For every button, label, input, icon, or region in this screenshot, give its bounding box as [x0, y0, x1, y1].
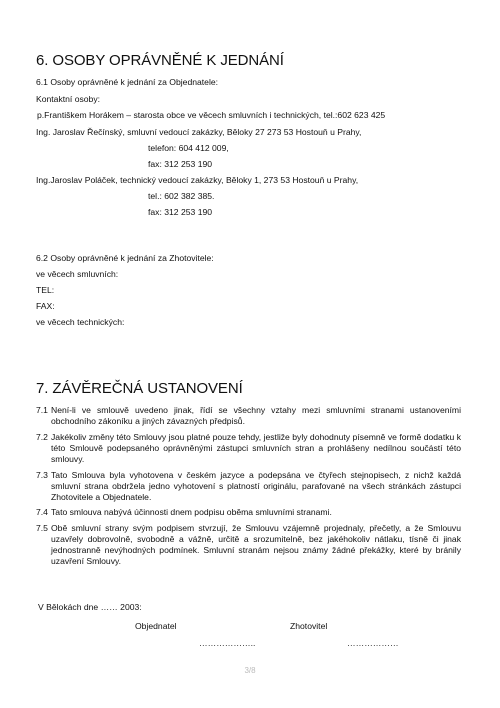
item-text: Jakékoliv změny této Smlouvy jsou platné pouze tehdy, jestliže byly dohodnuty písemně ve formě dodatku k této Smlouvě podepsaného oprávněnými zástupci smluvních stran a prohlášeny nedílnou součástí této smlouvy.: [51, 432, 461, 465]
item-text: Není-li ve smlouvě uvedeno jinak, řídí se všechny vztahy mezi smluvními stranami ustanoveními obchodního zákoníku a jiných závazných předpisů.: [51, 405, 461, 427]
subsection-6-2: 6.2 Osoby oprávněné k jednání za Zhotovitele:: [36, 253, 214, 263]
contact-person-3: Ing.Jaroslav Poláček, technický vedoucí zakázky, Běloky 1, 273 53 Hostouň u Prahy,: [36, 175, 359, 185]
contact-person-3-phone: tel.: 602 382 385.: [148, 191, 215, 201]
place-date: V Bělokách dne …… 2003:: [38, 602, 142, 612]
contact-person-1: p.Františkem Horákem – starosta obce ve věcech smluvních i technických, tel.:602 623 425: [37, 110, 386, 120]
section-6-heading: 6. OSOBY OPRÁVNĚNÉ K JEDNÁNÍ: [36, 52, 284, 69]
item-number: 7.4: [36, 507, 48, 517]
contractor-label: Zhotovitel: [290, 621, 328, 631]
item-number: 7.5: [36, 523, 48, 533]
contact-person-2: Ing. Jaroslav Řečínský, smluvní vedoucí zakázky, Běloky 27 273 53 Hostouň u Prahy,: [36, 127, 362, 137]
contractor-signature-line: ………………: [347, 638, 399, 648]
item-text: Tato Smlouva byla vyhotovena v českém jazyce a podepsána ve čtyřech stejnopisech, z nichž každá smluvní strana obdržela jedno vyhotovení s platností originálu, parafované na všech stránkách zástupci Zhotovitele a Objednatele.: [51, 470, 461, 503]
client-signature-line: ………………..: [199, 638, 256, 648]
contact-person-2-fax: fax: 312 253 190: [148, 159, 213, 169]
page-number: 3/8: [244, 666, 256, 675]
item-number: 7.2: [36, 432, 48, 442]
technical-matters-label: ve věcech technických:: [36, 317, 125, 327]
client-label: Objednatel: [135, 621, 177, 631]
section-7-heading: 7. ZÁVĚREČNÁ USTANOVENÍ: [36, 380, 243, 397]
contact-person-2-phone: telefon: 604 412 009,: [148, 143, 229, 153]
tel-label: TEL:: [36, 285, 55, 295]
item-number: 7.1: [36, 405, 48, 415]
subsection-6-1: 6.1 Osoby oprávněné k jednání za Objednatele:: [36, 77, 219, 87]
fax-label: FAX:: [36, 301, 55, 311]
contacts-label: Kontaktní osoby:: [36, 94, 101, 104]
contract-matters-label: ve věcech smluvních:: [36, 269, 119, 279]
item-number: 7.3: [36, 470, 48, 480]
contact-person-3-fax: fax: 312 253 190: [148, 207, 213, 217]
item-text: Tato smlouva nabývá účinnosti dnem podpisu oběma smluvními stranami.: [51, 507, 332, 517]
item-text: Obě smluvní strany svým podpisem stvrzují, že Smlouvu vzájemně projednaly, přečetly, a že Smlouvu uzavřely dobrovolně, svobodně a vážně, určitě a srozumitelně, bez jakéhokoliv nátlaku, tísně či jinak jednostranně nevýhodných podmínek. Smluvní stranám nejsou známy žádné překážky, které by bránily uzavření Smlouvy.: [51, 523, 461, 567]
